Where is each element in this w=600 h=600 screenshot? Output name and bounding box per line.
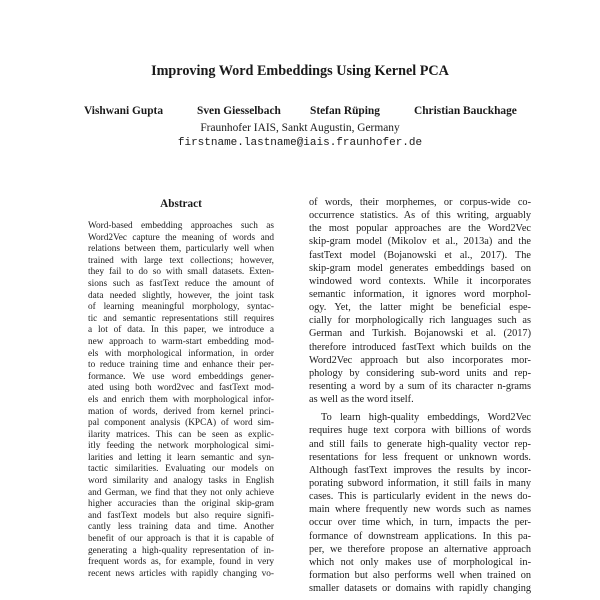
abstract-line: ilarity matrices. This can be seen as explic-: [88, 429, 274, 440]
body-line: Although fastText improves the results by incor-: [309, 464, 531, 476]
abstract-line: word similarity and analogy tasks in English: [88, 476, 274, 487]
author-affiliation: Fraunhofer IAIS, Sankt Augustin, Germany: [200, 122, 400, 134]
body-text: [309, 196, 531, 595]
abstract-line: generating a high-quality representation of in-: [88, 545, 274, 556]
abstract-line: larities and letting it learn semantic and syn-: [88, 452, 274, 463]
abstract-line: tic and semantic representations still requires: [88, 313, 274, 324]
author-name: Stefan Rüping: [310, 105, 380, 117]
abstract-line: Word2Vec capture the meaning of words and: [88, 232, 274, 243]
abstract-line: to reduce training time and enhance their per-: [88, 360, 274, 371]
abstract-line: cantly less training data and time. Another: [88, 522, 274, 533]
abstract-line: trained with large text collections; however,: [88, 255, 274, 266]
abstract-line: and German, we find that they not only achieve: [88, 487, 274, 498]
abstract-line: tactic similarities. Evaluating our models on: [88, 464, 274, 475]
paper-title: Improving Word Embeddings Using Kernel PCA: [151, 63, 449, 79]
abstract-line: els with morphological information, in order: [88, 348, 274, 359]
abstract-text: [88, 221, 274, 580]
body-line: German and Turkish. Bojanowski et al. (2017): [309, 328, 531, 340]
abstract-line: benefit of our approach is that it is capable of: [88, 534, 274, 545]
abstract-line: relations between them, particularly well when: [88, 244, 274, 255]
body-line: skip-gram model generates embeddings based on: [309, 262, 531, 274]
body-line: per, we therefore propose an alternative approach: [309, 543, 531, 555]
author-name: Vishwani Gupta: [84, 105, 164, 117]
body-line: skip-gram model (Mikolov et al., 2013a) and the: [309, 236, 531, 248]
abstract-line: pal component analysis (KPCA) of word sim-: [88, 418, 274, 429]
abstract-line: els and enrich them with morphological infor-: [88, 394, 274, 405]
abstract-line: mation of words, derived from kernel princi-: [88, 406, 274, 417]
body-line: formance of downstream applications. In this pa-: [309, 530, 531, 542]
body-line: cases. This is particularly evident in the news do-: [309, 491, 531, 503]
body-line: smaller datasets or domains with rapidly changing: [309, 583, 531, 595]
body-line: main where frequently new words such as names: [309, 504, 531, 516]
body-line: porating subword information, it still fails in many: [309, 477, 531, 489]
abstract-line: data needed slightly, however, the joint task: [88, 290, 274, 301]
abstract-line: Word-based embedding approaches such as: [88, 221, 274, 231]
body-line: resenting a word by a sum of its character n-grams: [309, 380, 531, 392]
body-line: occur over time which, in turn, impacts the per-: [309, 517, 531, 529]
abstract-line: and fastText models but also require signifi-: [88, 510, 274, 521]
abstract-line: a lot of data. In this paper, we introduce a: [88, 325, 274, 336]
body-line: resentations for less frequent or unknown words.: [309, 451, 531, 463]
abstract-line: ated using both word2vec and fastText mod-: [88, 383, 274, 394]
abstract-line: sions such as fastText reduce the amount of: [88, 278, 274, 289]
body-line: as well as the word itself.: [309, 394, 414, 406]
abstract-line: itly feeding the network morphological simi-: [88, 441, 274, 452]
author-name: Christian Bauckhage: [414, 105, 517, 117]
body-line: formation but also performs well when trained on: [309, 569, 531, 581]
body-line: and still fails to generate high-quality vector rep-: [309, 438, 531, 450]
abstract-line: recent news articles with rapidly changing vo-: [88, 568, 274, 579]
body-line: of words, their morphemes, or corpus-wide co-: [309, 197, 531, 208]
body-line: the most popular approaches are the Word2Vec: [309, 223, 531, 235]
abstract-line: new approach to warm-start embedding mod-: [88, 336, 274, 347]
abstract-line: higher accuracies than the original skip-gram: [88, 499, 274, 510]
body-line: Word2Vec approach but also incorporates mor-: [309, 354, 531, 366]
abstract-line: of learning meaningful morphology, syntac-: [88, 302, 274, 313]
abstract-line: frequent words as, for example, found in very: [88, 557, 274, 568]
abstract-line: they fail to do so with small datasets. Exten-: [88, 267, 274, 278]
author-email: firstname.lastname@iais.fraunhofer.de: [177, 137, 423, 149]
body-line: fastText model (Bojanowski et al., 2017). The: [309, 249, 531, 261]
body-line: semantic information, it ignores word morphol-: [309, 288, 531, 300]
body-line: ogy. Yet, the latter might be beneficial espe-: [309, 302, 531, 314]
body-line: phology by considering sub-word units and rep-: [309, 367, 531, 379]
body-line: To learn high-quality embeddings, Word2Vec: [321, 412, 531, 424]
body-line: which not only makes use of morphological in-: [309, 556, 531, 568]
body-line: requires huge text corpora with billions of words: [309, 425, 531, 437]
body-line: therefore introduced fastText which builds on the: [309, 341, 531, 353]
abstract-line: formance. We use word embeddings gener-: [88, 371, 274, 382]
body-line: cially for morphologically rich languages such as: [309, 315, 531, 327]
author-name: Sven Giesselbach: [197, 105, 281, 117]
abstract-heading: Abstract: [160, 198, 202, 210]
body-line: windowed word contexts. While it incorporates: [309, 275, 531, 287]
body-line: occurrence statistics. As of this writing, arguably: [309, 210, 531, 222]
